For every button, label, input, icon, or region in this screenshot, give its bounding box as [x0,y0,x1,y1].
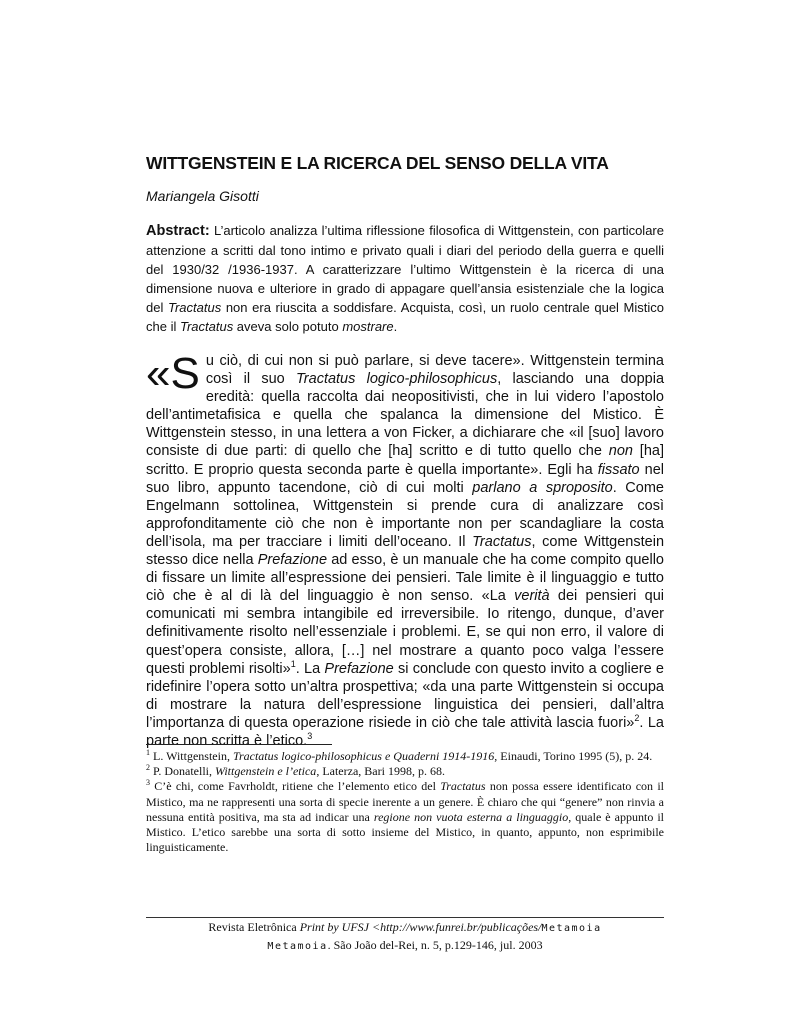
footnote-2 [146,764,664,779]
footnote-ref-2[interactable]: 2 [634,713,640,724]
article-title: WITTGENSTEIN E LA RICERCA DEL SENSO DELLA VITA [146,153,609,173]
footnote-text: P. Donatelli, [150,764,215,779]
footnote-italic: Wittgenstein e l’etica [215,764,317,779]
abstract-text-3: aveva solo potuto [233,319,343,334]
footnote-separator [146,744,332,745]
footer-line-1 [146,919,664,937]
footnote-number: 3 [146,778,150,788]
body-text: ad esso, è un manuale che ha come compito quello di fissare un limite all’espressione dei pensieri. Tale limite è il linguaggio e tutto ciò che è al di là del linguaggio è non senso. «La [146,552,664,605]
footnote-number: 1 [146,748,150,757]
footnote-text: non possa essere identificato con il Mistico, ma ne rappresenti una sorta di specie inerente a un genere. È chiaro che qui “genere” non rinvia a nessuna entità positiva, ma sta ad indicar una [146,779,664,824]
body-text: u ciò, di cui non si può parlare, si deve tacere». Wittgenstein termina così il suo [205,353,664,388]
body-text: , come Wittgenstein stesso dice nella [146,533,665,569]
footnote-text: L. Wittgenstein, [150,749,233,763]
body-italic: Prefazione [324,660,394,677]
footnote-italic: Tractatus [440,779,486,794]
footer-text: Revista Eletrônica [208,920,300,934]
body-text: nel suo libro, appunto tacendone, ciò di cui molti [146,461,664,496]
abstract-italic-1: Tractatus [167,300,222,315]
author-name: Mariangela Gisotti [146,188,259,204]
footnote-3 [146,779,664,855]
body-text: . Come Engelmann sottolinea, Wittgenstein si prende cura di analizzare così approfonditamente ciò che non è importante non per scandagliare la costa dell’isola, ma per tracciare i limiti dell’oceano. Il [146,479,664,550]
footnote-number: 2 [146,763,150,773]
footnote-ref-3[interactable]: 3 [307,731,313,742]
footnote-italic: Tractatus logico-philosophicus e Quaderni 1914-1916 [232,749,495,763]
footer-line-2 [146,937,664,955]
body-italic: Prefazione [257,552,328,569]
body-paragraph [146,349,665,750]
footnote-ref-1[interactable]: 1 [290,658,296,669]
footnote-text: , quale è appunto il Mistico. L’etico sarebbe una sorta di sotto insieme del Mistico, in quanto, appunto, non esprimibile linguisticamente. [146,809,665,855]
footnote-text: , Laterza, Bari 1998, p. 68. [316,764,445,779]
journal-brand: Metamoia [541,923,602,934]
body-text: , lasciando una doppia eredità: quella raccolta dai neopositivisti, che in lui videro l’apostolo dell’antimetafisica e quella che spalanca la dimensione del Mistico. È Wittgenstein stesso, in una lettera a von Ficker, a dichiarare che «il [suo] lavoro consiste di due parti: di quello che [ha] scritto e di tutto quello che [146,371,665,460]
abstract-italic-3: mostrare [342,319,394,334]
body-italic: Tractatus [472,533,532,550]
journal-brand: Metamoia [267,941,328,952]
body-text: si conclude con questo invito a cogliere e ridefinire l’opera sotto un’altra prospettiva; «da una parte Wittgenstein si occupa di mostrare la natura dell’espressione linguistica dei pensieri, dall’altra l’importanza di questa operazione risiede in ciò che tale attività lascia fuori» [146,660,664,731]
body-text: . La parte non scritta è l’etico. [146,714,664,749]
body-text: . La [295,660,325,677]
drop-cap: «S [146,349,200,398]
footnote-text: C’è chi, come Favrholdt, ritiene che l’elemento etico del [150,779,441,794]
body-text: [ha] scritto. E proprio questa seconda parte è quella importante». Egli ha [146,443,664,478]
footnotes [146,749,664,855]
footnote-text: , Einaudi, Torino 1995 (5), p. 24. [494,749,653,763]
body-italic: fissato [597,461,640,478]
body-italic: non [608,443,633,460]
abstract-italic-2: Tractatus [179,319,234,334]
body-italic: verità [514,588,550,605]
body-italic: parlano a sproposito [472,479,613,496]
abstract [146,221,664,336]
footnote-italic: regione non vuota esterna a linguaggio [373,809,569,824]
footer-link[interactable]: Print by UFSJ <http://www.funrei.br/publicações/ [299,920,542,934]
page-footer [146,919,664,955]
body-text: dei pensieri qui comunicati mi sembra intangibile ed irreversibile. Io ritengo, dunque, d’aver definitivamente risolto nell’essenziale i problemi. E, se qui non erro, il valore di quest’opera consiste, allora, […] nel mostrare a quanto poco valga l’essere questi problemi risolti» [146,588,664,677]
abstract-text-2: non era riuscita a soddisfare. Acquista, così, un ruolo centrale quel Mistico che il [146,300,665,334]
abstract-text-4: . [393,319,398,334]
footnote-1 [146,749,664,764]
abstract-text-1: L’articolo analizza l’ultima riflessione filosofica di Wittgenstein, con particolare attenzione a scritti dal tono intimo e privato quali i diari del periodo della guerra e quelli del 1930/32 /1936-1937. A caratterizzare l’ultimo Wittgenstein è la ricerca di una dimensione nuova e ulteriore in grado di appagare quell’ansia esistenziale che la logica del [146,223,664,315]
body-italic: Tractatus logico-philosophicus [296,371,498,388]
abstract-label: Abstract: [146,223,210,239]
footer-separator [146,917,664,918]
footer-text: . São João del-Rei, n. 5, p.129-146, jul. 2003 [327,938,543,952]
